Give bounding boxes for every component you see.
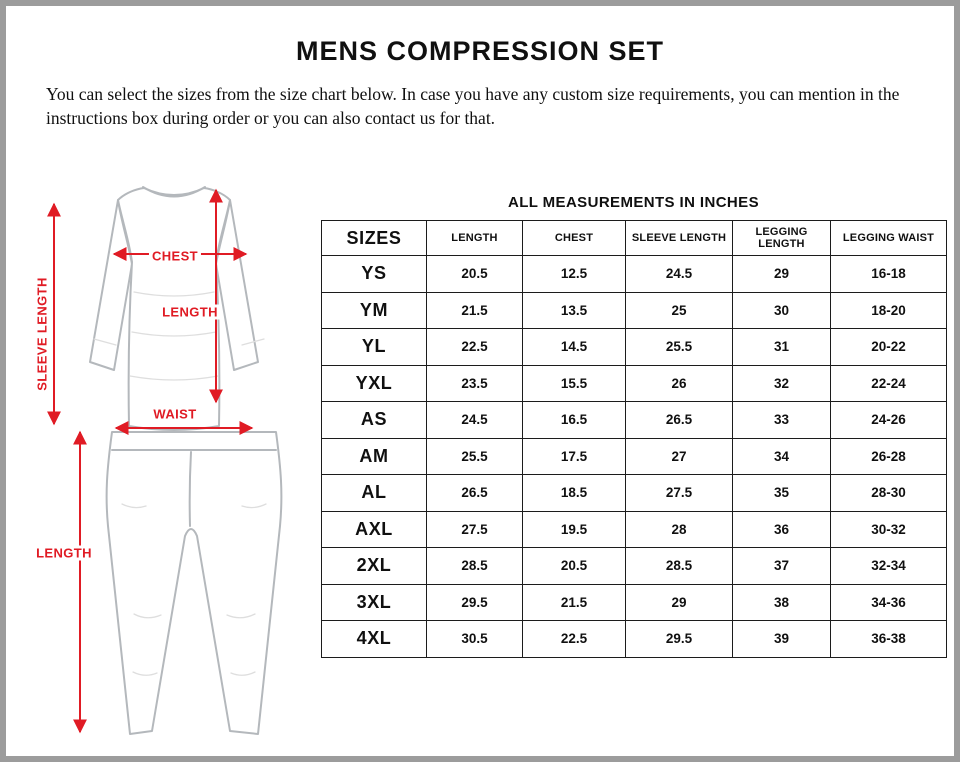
garment-illustration — [34, 174, 324, 758]
size-label: YS — [322, 256, 427, 293]
measurement-cell: 37 — [733, 548, 831, 585]
measurement-cell: 26 — [626, 365, 733, 402]
measurement-cell: 16-18 — [831, 256, 947, 293]
measurement-cell: 36 — [733, 511, 831, 548]
measurement-cell: 26-28 — [831, 438, 947, 475]
legging-length-label: LENGTH — [33, 546, 95, 561]
chest-label: CHEST — [149, 249, 201, 264]
measurement-cell: 28-30 — [831, 475, 947, 512]
measurement-cell: 22.5 — [427, 329, 523, 366]
measurement-cell: 26.5 — [626, 402, 733, 439]
measurement-cell: 18.5 — [523, 475, 626, 512]
leggings-graphic — [107, 432, 282, 734]
measurement-cell: 29 — [626, 584, 733, 621]
table-row — [322, 329, 947, 366]
measurement-cell: 34 — [733, 438, 831, 475]
measurements-heading: ALL MEASUREMENTS IN INCHES — [508, 194, 759, 211]
size-label: AXL — [322, 511, 427, 548]
measurement-cell: 24.5 — [427, 402, 523, 439]
size-label: YL — [322, 329, 427, 366]
table-row — [322, 475, 947, 512]
shirt-length-label: LENGTH — [159, 305, 221, 320]
table-row — [322, 256, 947, 293]
measurement-cell: 32 — [733, 365, 831, 402]
column-header-sizes: SIZES — [322, 221, 427, 256]
measurement-cell: 18-20 — [831, 292, 947, 329]
measurement-cell: 27.5 — [626, 475, 733, 512]
measurement-cell: 12.5 — [523, 256, 626, 293]
size-label: 3XL — [322, 584, 427, 621]
measurement-cell: 24.5 — [626, 256, 733, 293]
table-row — [322, 584, 947, 621]
table-row — [322, 511, 947, 548]
measurement-cell: 29.5 — [427, 584, 523, 621]
size-label: YXL — [322, 365, 427, 402]
measurement-cell: 21.5 — [523, 584, 626, 621]
table-row — [322, 548, 947, 585]
measurement-cell: 13.5 — [523, 292, 626, 329]
size-table — [321, 220, 947, 658]
measurement-cell: 20.5 — [427, 256, 523, 293]
measurement-cell: 29.5 — [626, 621, 733, 658]
size-label: AL — [322, 475, 427, 512]
measurement-cell: 20-22 — [831, 329, 947, 366]
measurement-cell: 25.5 — [427, 438, 523, 475]
measurement-cell: 25 — [626, 292, 733, 329]
measurement-cell: 31 — [733, 329, 831, 366]
size-label: AS — [322, 402, 427, 439]
measurement-cell: 28.5 — [626, 548, 733, 585]
intro-text: You can select the sizes from the size chart below. In case you have any custom size requirements, you can mention in the instructions box during order or you can also contact us for that. — [46, 84, 900, 128]
measurement-cell: 27 — [626, 438, 733, 475]
page-title: MENS COMPRESSION SET — [295, 36, 665, 66]
column-header: LENGTH — [427, 221, 523, 256]
column-header: SLEEVE LENGTH — [626, 221, 733, 256]
measurement-cell: 23.5 — [427, 365, 523, 402]
size-label: YM — [322, 292, 427, 329]
size-label: 2XL — [322, 548, 427, 585]
column-header: LEGGING WAIST — [831, 221, 947, 256]
measurement-cell: 30 — [733, 292, 831, 329]
measurement-cell: 16.5 — [523, 402, 626, 439]
size-label: AM — [322, 438, 427, 475]
column-header: CHEST — [523, 221, 626, 256]
measurement-cell: 26.5 — [427, 475, 523, 512]
measurement-cell: 34-36 — [831, 584, 947, 621]
measurement-cell: 29 — [733, 256, 831, 293]
table-row — [322, 365, 947, 402]
size-table-body — [322, 256, 947, 658]
measurement-cell: 35 — [733, 475, 831, 512]
measurement-cell: 30.5 — [427, 621, 523, 658]
measurement-cell: 24-26 — [831, 402, 947, 439]
measurement-cell: 21.5 — [427, 292, 523, 329]
table-row — [322, 621, 947, 658]
waist-label: WAIST — [150, 407, 199, 422]
measurement-cell: 38 — [733, 584, 831, 621]
measurement-cell: 32-34 — [831, 548, 947, 585]
measurement-cell: 28.5 — [427, 548, 523, 585]
table-row — [322, 438, 947, 475]
measurement-cell: 22-24 — [831, 365, 947, 402]
measurement-cell: 25.5 — [626, 329, 733, 366]
measurement-cell: 33 — [733, 402, 831, 439]
measurement-cell: 30-32 — [831, 511, 947, 548]
measurement-cell: 15.5 — [523, 365, 626, 402]
measurement-cell: 27.5 — [427, 511, 523, 548]
sleeve-length-label: SLEEVE LENGTH — [35, 274, 50, 394]
measurement-cell: 14.5 — [523, 329, 626, 366]
size-label: 4XL — [322, 621, 427, 658]
column-header: LEGGING LENGTH — [733, 221, 831, 256]
measurement-cell: 36-38 — [831, 621, 947, 658]
measurement-cell: 28 — [626, 511, 733, 548]
measurement-cell: 19.5 — [523, 511, 626, 548]
measurement-cell: 17.5 — [523, 438, 626, 475]
measurement-cell: 20.5 — [523, 548, 626, 585]
header-row — [322, 221, 947, 256]
table-row — [322, 402, 947, 439]
measurement-cell: 22.5 — [523, 621, 626, 658]
measurement-cell: 39 — [733, 621, 831, 658]
table-row — [322, 292, 947, 329]
